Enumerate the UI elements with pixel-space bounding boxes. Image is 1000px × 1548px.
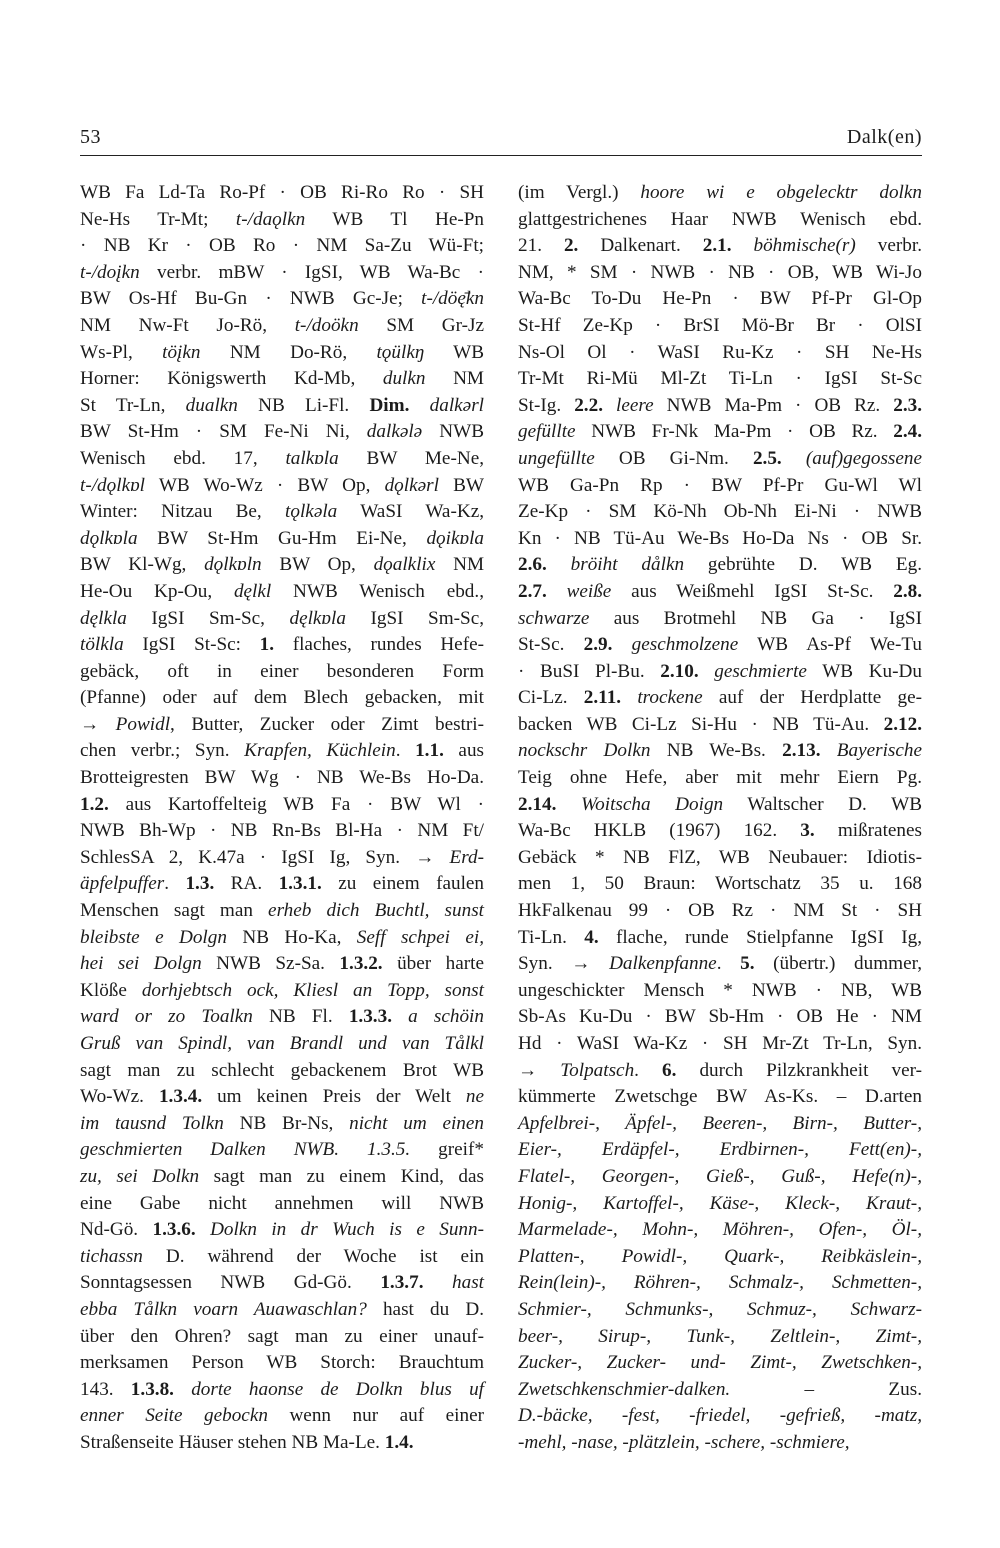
left-column-line: ebba Tålkn voarn Auawaschlan? hast du D. bbox=[80, 1298, 484, 1320]
left-column-line: ward or zo Toalkn NB Fl. 1.3.3. a schöin bbox=[80, 1006, 484, 1028]
right-column-line: 21. 2. Dalkenart. 2.1. böhmische(r) verbr. bbox=[518, 235, 922, 257]
left-column-line: Nd-Gö. 1.3.6. Dolkn in dr Wuch is e Sunn- bbox=[80, 1219, 485, 1241]
left-column-line: enner Seite gebockn wenn nur auf einer bbox=[80, 1405, 484, 1427]
left-column-line: Ne-Hs Tr-Mt; t-/daǫlkn WB Tl He-Pn bbox=[80, 208, 485, 230]
left-column-line: tölkla IgSI St-Sc: 1. flaches, rundes Hefe- bbox=[80, 634, 484, 656]
left-column-line: He-Ou Kp-Ou, dęlkl NWB Wenisch ebd., bbox=[80, 580, 484, 602]
left-column-line: tichassn D. während der Woche ist ein bbox=[80, 1245, 484, 1267]
right-column bbox=[518, 180, 922, 1457]
left-column-line: → Powidl, Butter, Zucker oder Zimt bestri- bbox=[80, 713, 484, 735]
right-column-line: ungeschickter Mensch * NWB · NB, WB bbox=[518, 979, 922, 1001]
right-column-line: Platten-, Powidl-, Quark-, Reibkäslein-, bbox=[518, 1245, 922, 1267]
right-column-line: schwarze aus Brotmehl NB Ga · IgSI bbox=[518, 607, 922, 629]
left-column-line: geschmierten Dalken NWB. 1.3.5. greif* bbox=[80, 1139, 484, 1161]
right-column-line: Ti-Ln. 4. flache, runde Stielpfanne IgSI Ig, bbox=[518, 926, 922, 948]
left-column-line: Wenisch ebd. 17, talkɒla BW Me-Ne, bbox=[80, 447, 485, 469]
left-column-line: (Pfanne) oder auf dem Blech gebacken, mit bbox=[80, 687, 484, 709]
running-head bbox=[80, 124, 922, 156]
right-column-line: 2.6. bröiht dålkn gebrühte D. WB Eg. bbox=[518, 554, 922, 576]
right-column-line: NM, * SM · NWB · NB · OB, WB Wi-Jo bbox=[518, 261, 922, 283]
left-column-line: 1.2. aus Kartoffelteig WB Fa · BW Wl · bbox=[80, 793, 484, 815]
left-column-line: bleibste e Dolgn NB Ho-Ka, Seff schpei ei, bbox=[80, 926, 485, 948]
running-headword: Dalk(en) bbox=[846, 126, 922, 148]
right-column-line: → Tolpatsch. 6. durch Pilzkrankheit ver- bbox=[518, 1059, 923, 1081]
left-column-line: über den Ohren? sagt man zu einer unauf- bbox=[80, 1325, 484, 1347]
right-column-line: HkFalkenau 99 · OB Rz · NM St · SH bbox=[518, 900, 922, 922]
right-column-line: -mehl, -nase, -plätzlein, -schere, -schmiere, bbox=[518, 1431, 850, 1453]
right-column-line: (im Vergl.) hoore wi e obgelecktr dolkn bbox=[518, 182, 922, 203]
right-column-line: · BuSI Pl-Bu. 2.10. geschmierte WB Ku-Du bbox=[518, 660, 922, 682]
right-column-line: gefüllte NWB Fr-Nk Ma-Pm · OB Rz. 2.4. bbox=[518, 421, 922, 443]
left-column-line: dęlkla IgSI Sm-Sc, dęlkɒla IgSI Sm-Sc, bbox=[80, 607, 485, 629]
left-column-line: BW Os-Hf Bu-Gn · NWB Gc-Je; t-/döę̄kn bbox=[80, 288, 484, 310]
right-column-line: Honig-, Kartoffel-, Käse-, Kleck-, Kraut-, bbox=[518, 1192, 922, 1214]
left-column-line: NWB Bh-Wp · NB Rn-Bs Bl-Ha · NM Ft/ bbox=[80, 820, 484, 842]
right-column-line: 2.7. weiße aus Weißmehl IgSI St-Sc. 2.8. bbox=[518, 580, 923, 602]
left-column-line: gebäck, oft in einer besonderen Form bbox=[80, 660, 484, 682]
right-column-line: Schmier-, Schmunks-, Schmuz-, Schwarz- bbox=[518, 1298, 922, 1320]
right-column-line: D.-bäcke, -fest, -friedel, -gefrieß, -matz, bbox=[518, 1405, 922, 1427]
right-column-line: beer-, Sirup-, Tunk-, Zeltlein-, Zimt-, bbox=[518, 1325, 922, 1347]
left-column-line: · NB Kr · OB Ro · NM Sa-Zu Wü-Ft; bbox=[80, 235, 484, 257]
left-column-line: dǫlkɒla BW St-Hm Gu-Hm Ei-Ne, dǫikɒla bbox=[80, 527, 484, 549]
left-column bbox=[80, 180, 484, 1457]
left-column-line: chen verbr.; Syn. Krapfen, Küchlein. 1.1. aus bbox=[80, 740, 485, 762]
right-column-line: Flatel-, Georgen-, Gieß-, Guß-, Hefe(n)-, bbox=[518, 1165, 922, 1187]
right-column-line: backen WB Ci-Lz Si-Hu · NB Tü-Au. 2.12. bbox=[518, 713, 922, 735]
left-column-line: hei sei Dolgn NWB Sz-Sa. 1.3.2. über harte bbox=[80, 953, 484, 975]
right-column-line: ungefüllte OB Gi-Nm. 2.5. (auf)gegossene bbox=[518, 447, 923, 469]
left-column-line: merksamen Person WB Storch: Brauchtum bbox=[80, 1352, 484, 1374]
right-column-line: kümmerte Zwetschge BW As-Ks. – D.arten bbox=[518, 1086, 922, 1108]
left-column-line: Horner: Königswerth Kd-Mb, dulkn NM bbox=[80, 368, 484, 390]
page-number: 53 bbox=[80, 126, 101, 148]
left-column-line: zu, sei Dolkn sagt man zu einem Kind, das bbox=[80, 1165, 484, 1187]
left-column-line: eine Gabe nicht annehmen will NWB bbox=[80, 1192, 484, 1214]
right-column-line: Eier-, Erdäpfel-, Erdbirnen-, Fett(en)-, bbox=[518, 1139, 922, 1161]
right-column-line: men 1, 50 Braun: Wortschatz 35 u. 168 bbox=[518, 873, 922, 895]
right-column-line: Kn · NB Tü-Au We-Bs Ho-Da Ns · OB Sr. bbox=[518, 527, 922, 549]
right-column-line: Zwetschkenschmier-dalken. – Zus. bbox=[518, 1378, 922, 1400]
left-column-line: Klöße dorhjebtsch ock, Kliesl an Topp, sonst bbox=[80, 979, 484, 1001]
header-rule bbox=[80, 155, 922, 156]
left-column-line: äpfelpuffer. 1.3. RA. 1.3.1. zu einem faulen bbox=[80, 873, 485, 895]
left-column-line: 143. 1.3.8. dorte haonse de Dolkn blus uf bbox=[80, 1378, 485, 1400]
right-column-line: Rein(lein)-, Röhren-, Schmalz-, Schmetten-, bbox=[518, 1272, 922, 1294]
left-column-line: BW Kl-Wg, dǫlkɒln BW Op, dǫalklix NM bbox=[80, 554, 485, 576]
right-column-line: Teig ohne Hefe, aber mit mehr Eiern Pg. bbox=[518, 767, 922, 789]
left-column-line: Winter: Nitzau Be, tǫlkəla WaSI Wa-Kz, bbox=[80, 501, 485, 523]
left-column-line: Sonntagsessen NWB Gd-Gö. 1.3.7. hast bbox=[80, 1272, 484, 1294]
right-column-line: St-Sc. 2.9. geschmolzene WB As-Pf We-Tu bbox=[518, 634, 922, 656]
left-column-line: WB Fa Ld-Ta Ro-Pf · OB Ri-Ro Ro · SH bbox=[80, 182, 484, 203]
right-column-line: Wa-Bc To-Du He-Pn · BW Pf-Pr Gl-Op bbox=[518, 288, 922, 310]
left-column-line: Menschen sagt man erheb dich Buchtl, sunst bbox=[80, 900, 484, 922]
right-column-line: Ci-Lz. 2.11. trockene auf der Herdplatte ge- bbox=[518, 687, 922, 709]
left-column-line: Gruß van Spindl, van Brandl und van Tålkl bbox=[80, 1033, 484, 1054]
left-column-line: Ws-Pl, töįkn NM Do-Rö, tǫülkŋ WB bbox=[80, 341, 484, 363]
right-column-line: nockschr Dolkn NB We-Bs. 2.13. Bayerische bbox=[518, 740, 923, 762]
right-column-line: WB Ga-Pn Rp · BW Pf-Pr Gu-Wl Wl bbox=[518, 474, 922, 496]
right-column-line: Ns-Ol Ol · WaSI Ru-Kz · SH Ne-Hs bbox=[518, 341, 922, 363]
right-column-line: Hd · WaSI Wa-Kz · SH Mr-Zt Tr-Ln, Syn. bbox=[518, 1033, 922, 1054]
left-column-line: St Tr-Ln, dualkn NB Li-Fl. Dim. dalkərl bbox=[80, 394, 484, 416]
left-column-line: sagt man zu schlecht gebackenem Brot WB bbox=[80, 1059, 484, 1081]
right-column-line: Marmelade-, Mohn-, Möhren-, Ofen-, Öl-, bbox=[518, 1219, 922, 1241]
left-column-line: Brotteigresten BW Wg · NB We-Bs Ho-Da. bbox=[80, 767, 484, 789]
left-column-line: t-/doįkn verbr. mBW · IgSI, WB Wa-Bc · bbox=[80, 261, 484, 283]
right-column-line: St-Hf Ze-Kp · BrSI Mö-Br Br · OlSI bbox=[518, 314, 922, 336]
right-column-line: Wa-Bc HKLB (1967) 162. 3. mißratenes bbox=[518, 820, 922, 842]
right-column-line: Apfelbrei-, Äpfel-, Beeren-, Birn-, Butter-, bbox=[518, 1112, 922, 1134]
left-column-line: Wo-Wz. 1.3.4. um keinen Preis der Welt ne bbox=[80, 1086, 484, 1108]
right-column-line: Ze-Kp · SM Kö-Nh Ob-Nh Ei-Ni · NWB bbox=[518, 501, 922, 523]
left-column-line: t-/dǫlkɒl WB Wo-Wz · BW Op, dǫlkərl BW bbox=[80, 474, 484, 496]
right-column-line: glattgestrichenes Haar NWB Wenisch ebd. bbox=[518, 208, 922, 230]
right-column-line: St-Ig. 2.2. leere NWB Ma-Pm · OB Rz. 2.3. bbox=[518, 394, 923, 416]
right-column-line: Syn. → Dalkenpfanne. 5. (übertr.) dummer, bbox=[518, 953, 923, 975]
left-column-line: im tausnd Tolkn NB Br-Ns, nicht um einen bbox=[80, 1112, 485, 1134]
right-column-line: Tr-Mt Ri-Mü Ml-Zt Ti-Ln · IgSI St-Sc bbox=[518, 368, 922, 390]
right-column-line: 2.14. Woitscha Doign Waltscher D. WB bbox=[518, 793, 922, 815]
right-column-line: Gebäck * NB FlZ, WB Neubauer: Idiotis- bbox=[518, 846, 922, 868]
left-column-line: Straßenseite Häuser stehen NB Ma-Le. 1.4. bbox=[80, 1431, 414, 1453]
left-column-line: BW St-Hm · SM Fe-Ni Ni, dalkələ NWB bbox=[80, 421, 484, 443]
left-column-line: NM Nw-Ft Jo-Rö, t-/doökn SM Gr-Jz bbox=[80, 314, 485, 336]
right-column-line: Sb-As Ku-Du · BW Sb-Hm · OB He · NM bbox=[518, 1006, 922, 1028]
left-column-line: SchlesSA 2, K.47a · IgSI Ig, Syn. → Erd- bbox=[80, 846, 484, 868]
right-column-line: Zucker-, Zucker- und- Zimt-, Zwetschken-, bbox=[518, 1352, 922, 1374]
